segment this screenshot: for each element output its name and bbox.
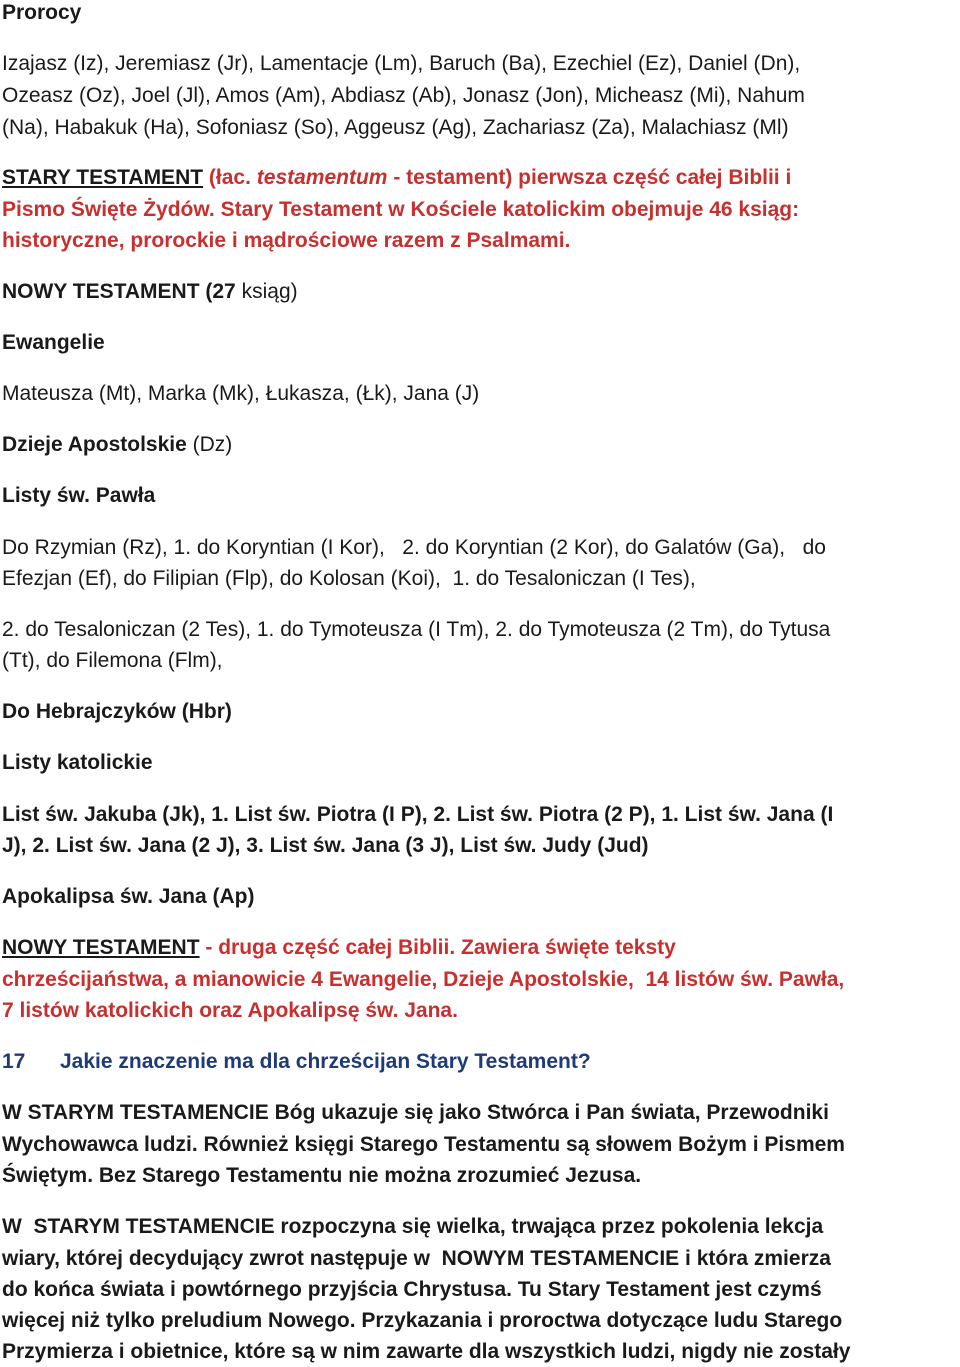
nowy-definition-line-2: chrześcijaństwa, a mianowicie 4 Ewangelie, Dzieje Apostolskie, 14 listów św. Pawła, [2, 968, 845, 991]
nowy-term: NOWY TESTAMENT [2, 936, 200, 959]
listy-katolickie-heading: Listy katolickie [2, 751, 153, 774]
pawel-line-3: 2. do Tesaloniczan (2 Tes), 1. do Tymoteusza (I Tm), 2. do Tymoteusza (2 Tm), do Tytusa [2, 618, 831, 641]
stary-term: STARY TESTAMENT [2, 166, 204, 189]
stary-ksiegi: Stary Testament w Kościele katolickim obejmuje 46 ksiąg: [220, 198, 800, 221]
hebr-line: Do Hebrajczyków (Hbr) [2, 700, 232, 723]
dzieje-abbr: (Dz) [192, 433, 233, 456]
nowy-definition-line-3: 7 listów katolickich oraz Apokalipsę św. Jana. [2, 999, 458, 1022]
stary-definition-line-2 [2, 194, 952, 225]
nowy-heading-bold: NOWY TESTAMENT (27 [2, 280, 236, 303]
nowy-def-part-2: Zawiera święte teksty [461, 936, 676, 959]
katolickie-line-1: List św. Jakuba (Jk), 1. List św. Piotra (I P), 2. List św. Piotra (2 P), 1. List św. Jana (I [2, 803, 834, 826]
answer1-line-2: Wychowawca ludzi. Również księgi Starego Testamentu są słowem Bożym i Pismem [2, 1133, 845, 1156]
prorocy-list-line-3: (Na), Habakuk (Ha), Sofoniasz (So), Aggeusz (Ag), Zachariasz (Za), Malachiasz (Ml) [2, 116, 789, 139]
stary-pismo: Pismo Święte Żydów. [2, 198, 215, 221]
stary-definition-line-1 [2, 162, 952, 193]
answer2-line-3: do końca świata i powtórnego przyjścia Chrystusa. Tu Stary Testament jest czymś [2, 1278, 822, 1301]
answer2-line-5: Przymierza i obietnice, które są w nim zawarte dla wszystkich ludzi, nigdy nie zostały [2, 1340, 851, 1363]
answer2-line-2: wiary, której decydujący zwrot następuje w NOWYM TESTAMENCIE i która zmierza [2, 1247, 831, 1270]
pawel-line-1: Do Rzymian (Rz), 1. do Koryntian (I Kor), 2. do Koryntian (2 Kor), do Galatów (Ga), do [2, 536, 826, 559]
katolickie-line-2: J), 2. List św. Jana (2 J), 3. List św. Jana (3 J), List św. Judy (Jud) [2, 834, 649, 857]
pawel-line-2: Efezjan (Ef), do Filipian (Flp), do Kolosan (Koi), 1. do Tesaloniczan (I Tes), [2, 567, 696, 590]
stary-latin: testamentum [256, 166, 388, 189]
listy-pawla-heading: Listy św. Pawła [2, 484, 156, 507]
question-text: Jakie znaczenie ma dla chrześcijan Stary Testament? [60, 1050, 591, 1073]
stary-definition-line-3: historyczne, prorockie i mądrościowe razem z Psalmami. [2, 229, 571, 252]
dzieje-title: Dzieje Apostolskie [2, 433, 187, 456]
prorocy-heading: Prorocy [2, 1, 82, 24]
pawel-line-4: (Tt), do Filemona (Flm), [2, 649, 223, 672]
nowy-def-part-1: - druga część całej Biblii. [205, 936, 456, 959]
question-number: 17 [2, 1050, 26, 1073]
nowy-heading-rest: ksiąg) [241, 280, 298, 303]
answer1-line-3: Świętym. Bez Starego Testamentu nie można zrozumieć Jezusa. [2, 1164, 642, 1187]
question-17 [2, 1046, 952, 1077]
stary-definition-rest: - testament) pierwsza część całej Biblii i [393, 166, 792, 189]
nowy-definition-line-1 [2, 932, 952, 963]
dzieje-line [2, 429, 952, 460]
ewangelie-heading: Ewangelie [2, 331, 105, 354]
ewangelie-list: Mateusza (Mt), Marka (Mk), Łukasza, (Łk), Jana (J) [2, 382, 480, 405]
apokalipsa-line: Apokalipsa św. Jana (Ap) [2, 885, 255, 908]
prorocy-list-line-2: Ozeasz (Oz), Joel (Jl), Amos (Am), Abdiasz (Ab), Jonasz (Jon), Micheasz (Mi), Nahum [2, 84, 805, 107]
stary-lac: (łac. [208, 166, 251, 189]
answer1-line-1: W STARYM TESTAMENCIE Bóg ukazuje się jako Stwórca i Pan świata, Przewodniki [2, 1101, 829, 1124]
answer2-line-1: W STARYM TESTAMENCIE rozpoczyna się wielka, trwająca przez pokolenia lekcja [2, 1215, 824, 1238]
prorocy-list-line-1: Izajasz (Iz), Jeremiasz (Jr), Lamentacje (Lm), Baruch (Ba), Ezechiel (Ez), Daniel (Dn), [2, 52, 801, 75]
answer2-line-4: więcej niż tylko preludium Nowego. Przykazania i proroctwa dotyczące ludu Starego [2, 1309, 843, 1332]
nowy-heading [2, 276, 952, 307]
